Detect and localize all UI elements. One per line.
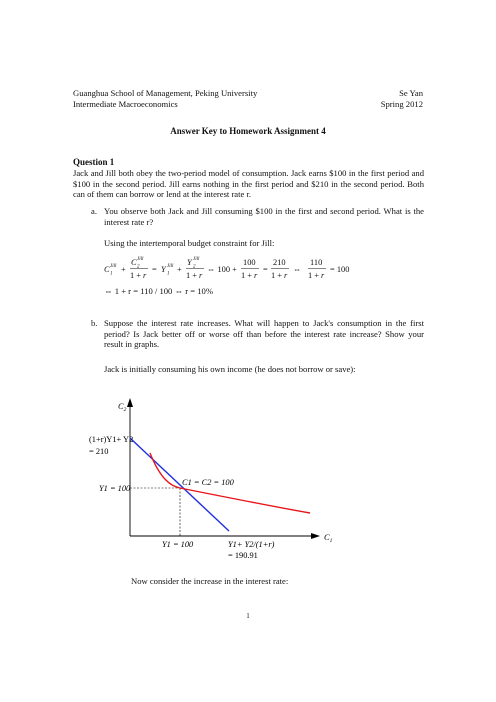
svg-text:r: r — [143, 271, 147, 280]
y1-level-label: Y1 = 100 — [99, 484, 131, 493]
svg-text:+: + — [177, 265, 182, 274]
x-y1-label: Y1 = 100 — [162, 540, 194, 549]
svg-text:r: r — [284, 271, 288, 280]
svg-text:Jill: Jill — [167, 264, 174, 269]
part-b — [73, 318, 424, 350]
svg-text:Y: Y — [187, 258, 192, 267]
y-intercept-value: = 210 — [89, 447, 109, 456]
svg-text:1 +: 1 + — [241, 271, 253, 280]
svg-text:1: 1 — [110, 271, 113, 277]
svg-text:C: C — [104, 265, 110, 274]
svg-text:2: 2 — [193, 264, 196, 270]
svg-text:Y: Y — [161, 265, 166, 274]
page-number: 1 — [246, 612, 250, 620]
question-intro: Jack and Jill both obey the two-period model of consumption. Jack earns $100 in the first period and $100 in the second period. Jill earns nothing in the first period and $210 in the second period. Both can of them can borrow or lend at the interest rate r. — [73, 168, 424, 200]
part-a-text: You observe both Jack and Jill consuming $100 in the first and second period. What is the interest rate r? — [104, 206, 424, 227]
svg-text:r: r — [254, 271, 258, 280]
jill-budget-equation — [104, 254, 404, 284]
term: Spring 2012 — [380, 99, 423, 109]
svg-text:⇔ 100 +: ⇔ 100 + — [207, 265, 237, 274]
document-title: Answer Key to Homework Assignment 4 — [170, 126, 326, 136]
header-line-1 — [73, 88, 423, 99]
x-axis-label: $C_1$ — [324, 533, 333, 544]
svg-text:=: = — [263, 265, 268, 274]
svg-text:r: r — [321, 271, 325, 280]
svg-text:r: r — [199, 271, 203, 280]
y-axis-label: $C_2$ — [118, 402, 127, 413]
part-b-text: Suppose the interest rate increases. What will happen to Jack's consumption in the first period? Is Jack better off or worse off than before the interest rate increase? Show your result in graphs. — [104, 318, 424, 350]
author: Se Yan — [399, 88, 423, 98]
header-line-2 — [73, 99, 423, 110]
interest-rate-result: ⇔ 1 + r = 110 / 100 ⇔ r = 10% — [104, 286, 213, 296]
equal-consumption-label: C1 = C2 = 100 — [182, 478, 234, 487]
svg-text:210: 210 — [273, 258, 286, 267]
svg-text:110: 110 — [310, 258, 323, 267]
part-b-label: b. — [91, 318, 98, 328]
y-intercept-label: (1+r)Y1+ Y2 — [89, 435, 134, 444]
part-a-answer-intro: Using the intertemporal budget constraint for Jill: — [104, 238, 275, 248]
svg-text:= 100: = 100 — [330, 265, 350, 274]
svg-text:Jill: Jill — [137, 257, 144, 262]
svg-text:=: = — [152, 265, 157, 274]
course-name: Intermediate Macroeconomics — [73, 99, 178, 109]
svg-text:+: + — [121, 265, 126, 274]
part-a — [73, 206, 424, 227]
part-b-answer-intro: Jack is initially consuming his own income (he does not borrow or save): — [104, 364, 356, 374]
svg-text:100: 100 — [243, 258, 256, 267]
after-graph-text: Now consider the increase in the interest rate: — [131, 576, 289, 586]
part-a-label: a. — [91, 206, 97, 216]
x-axis-arrow — [311, 533, 320, 539]
svg-text:1 +: 1 + — [308, 271, 320, 280]
svg-text:1 +: 1 + — [186, 271, 198, 280]
svg-text:2: 2 — [137, 264, 140, 270]
consumption-graph — [70, 388, 360, 564]
y-axis-arrow — [127, 398, 133, 407]
x-intercept-label: Y1+ Y2/(1+r) — [228, 540, 275, 549]
question-heading: Question 1 — [73, 157, 115, 167]
svg-text:1: 1 — [167, 271, 170, 277]
svg-text:C: C — [131, 258, 137, 267]
svg-text:1 +: 1 + — [130, 271, 142, 280]
svg-text:⇔: ⇔ — [293, 265, 302, 274]
svg-text:Jill: Jill — [193, 257, 200, 262]
svg-text:1 +: 1 + — [271, 271, 283, 280]
svg-text:Jill: Jill — [110, 264, 117, 269]
x-intercept-value: = 190.91 — [228, 551, 258, 560]
institution: Guanghua School of Management, Peking University — [73, 88, 258, 98]
